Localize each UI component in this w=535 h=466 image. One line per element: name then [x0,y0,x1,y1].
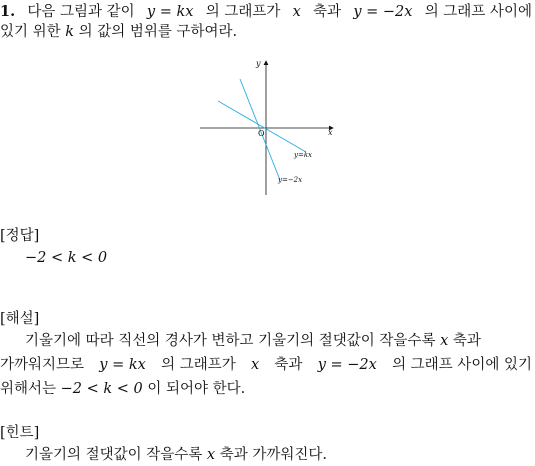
math-expression: x [292,4,301,20]
graph-line-kx [218,101,306,152]
explanation-text: 이 되어야 한다. [147,381,246,397]
graph-label-kx: y=kx [294,151,313,159]
problem-line-2 [0,22,237,42]
answer-value: −2 < k < 0 [25,250,108,266]
hint-line-1 [25,445,327,465]
explanation-text: 축과 [274,357,303,373]
problem-text: 의 그래프가 [205,4,281,20]
explanation-text: 의 그래프가 [161,357,236,373]
hint-text: 축과 가까워진다. [219,447,327,463]
graph-figure [196,55,341,200]
hint-heading: [힌트] [0,425,40,441]
explanation-heading: [해설] [0,311,40,327]
math-expression: y = kx [146,4,194,20]
explanation-text: 기울기에 따라 직선의 경사가 변하고 기울기의 절댓값이 작을수록 [25,333,436,349]
problem-text: 다음 그림과 같이 [27,4,135,20]
math-expression: x [250,357,260,373]
answer-heading: [정답] [0,228,40,244]
explanation-text: 위해서는 [0,381,57,397]
explanation-text: 의 그래프 사이에 있기 [392,357,532,373]
explanation-text: 축과 [452,333,481,349]
x-axis-label: x [328,128,333,137]
math-expression: y = −2x [317,357,377,373]
math-expression: y = kx [99,357,146,373]
problem-text: 있기 위한 [0,24,61,40]
math-expression: −2 < k < 0 [60,381,143,397]
problem-line-1 [0,2,532,22]
math-expression: y = −2x [353,4,413,20]
math-expression: x [206,447,216,463]
origin-label: O [258,129,265,138]
graph-svg [196,55,341,200]
y-axis-label: y [256,59,261,68]
explanation-line-2 [0,355,532,375]
problem-text: 축과 [313,4,342,20]
math-expression: k [65,24,75,40]
problem-text: 의 그래프 사이에 [424,4,532,20]
math-expression: x [440,333,449,349]
explanation-text: 가까워지므로 [0,357,85,373]
explanation-line-1 [25,331,481,351]
graph-label-minus-2x: y=−2x [278,176,303,184]
problem-number: 1. [0,3,16,20]
problem-text: 의 값의 범위를 구하여라. [78,24,238,40]
explanation-line-3 [0,379,245,399]
hint-text: 기울기의 절댓값이 작을수록 [25,447,203,463]
